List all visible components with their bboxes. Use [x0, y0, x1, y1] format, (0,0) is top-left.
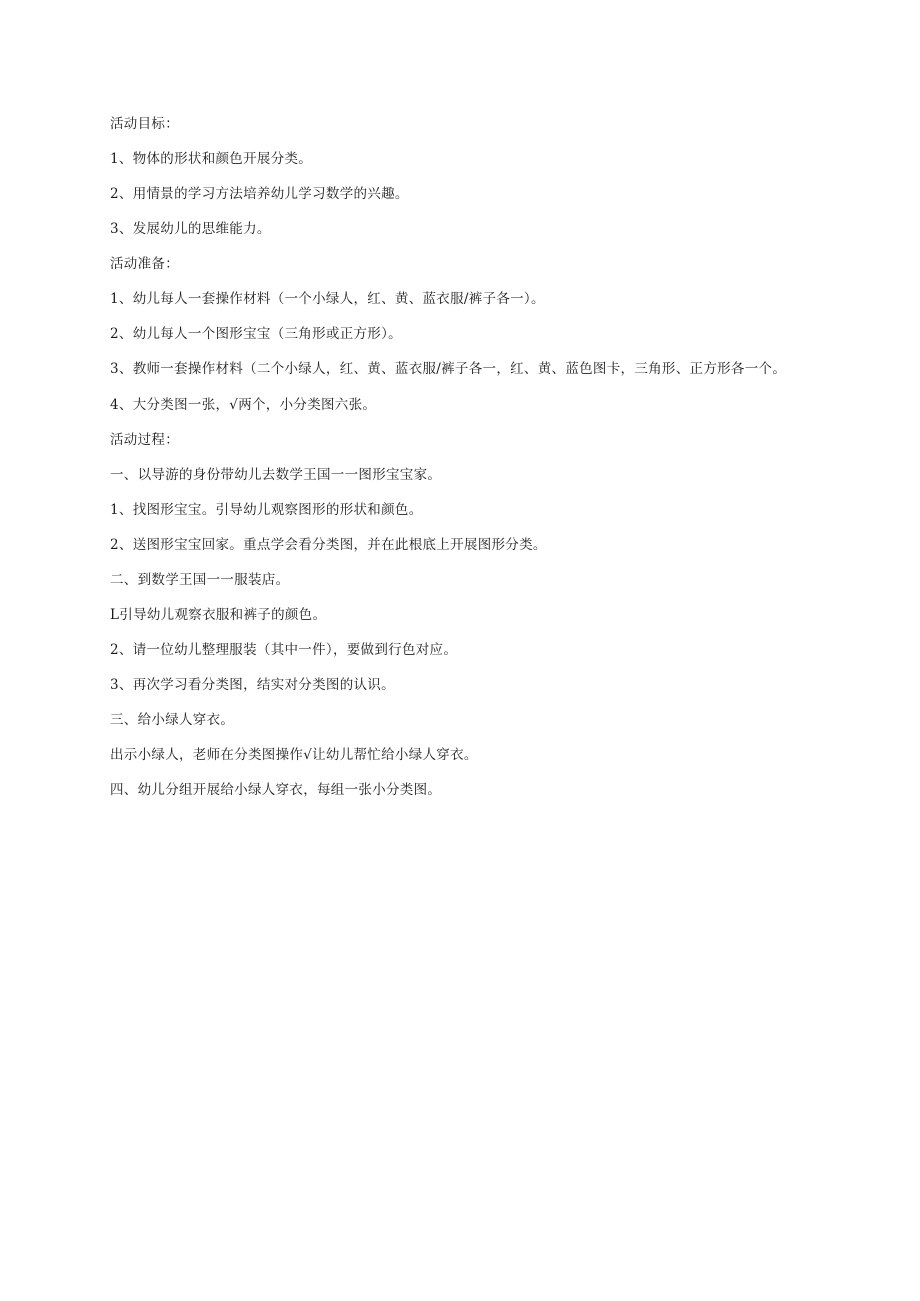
process-step-1: 一、以导游的身份带幼儿去数学王国一一图形宝宝家。: [110, 467, 442, 483]
process-step-2-item-1: L引导幼儿观察衣服和裤子的颜色。: [110, 607, 327, 623]
preparation-item-1: 1、幼儿每人一套操作材料（一个小绿人，红、黄、蓝衣服/裤子各一）。: [110, 291, 545, 307]
section-heading-process: 活动过程：: [110, 432, 179, 448]
process-step-2-item-2: 2、请一位幼儿整理服装（其中一件），要做到行色对应。: [110, 642, 458, 658]
process-step-1-item-2: 2、送图形宝宝回家。重点学会看分类图，并在此根底上开展图形分类。: [110, 537, 547, 553]
process-step-4: 四、幼儿分组开展给小绿人穿衣，每组一张小分类图。: [110, 782, 442, 798]
preparation-item-2: 2、幼儿每人一个图形宝宝（三角形或正方形）。: [110, 326, 402, 342]
section-heading-preparation: 活动准备：: [110, 256, 179, 272]
goal-item-2: 2、用情景的学习方法培养幼儿学习数学的兴趣。: [110, 186, 409, 202]
goal-item-3: 3、发展幼儿的思维能力。: [110, 221, 271, 237]
process-step-3: 三、给小绿人穿衣。: [110, 712, 235, 728]
preparation-item-3: 3、教师一套操作材料（二个小绿人，红、黄、蓝衣服/裤子各一，红、黄、蓝色图卡，三角形、正方形各一个。: [110, 361, 787, 377]
process-step-3-detail: 出示小绿人，老师在分类图操作√让幼儿帮忙给小绿人穿衣。: [110, 747, 478, 763]
goal-item-1: 1、物体的形状和颜色开展分类。: [110, 151, 313, 167]
document-body: [110, 115, 790, 816]
section-heading-goals: 活动目标：: [110, 116, 179, 132]
preparation-item-4: 4、大分类图一张，√两个，小分类图六张。: [110, 397, 377, 413]
process-step-2-item-3: 3、再次学习看分类图，结实对分类图的认识。: [110, 677, 395, 693]
process-step-2: 二、到数学王国一一服装店。: [110, 572, 290, 588]
process-step-1-item-1: 1、找图形宝宝。引导幼儿观察图形的形状和颜色。: [110, 502, 423, 518]
